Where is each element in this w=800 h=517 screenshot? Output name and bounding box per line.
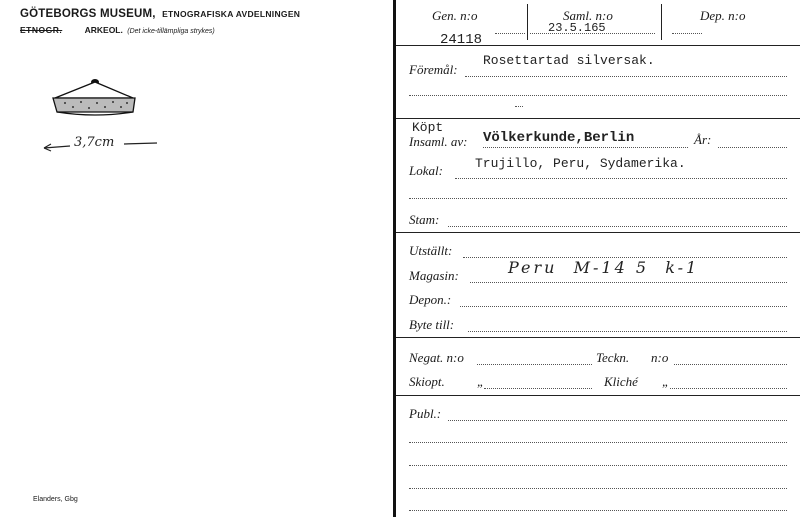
negat-label: Negat. n:o [409,350,464,365]
klische-ditto: „ [662,374,670,389]
publ-dots [448,420,787,421]
rule-header [396,45,800,46]
category-line [20,25,215,35]
header-divider-2 [661,4,662,40]
foremal-dots-2 [409,95,787,96]
publ-dots-3 [409,465,787,466]
insaml-label: Insaml. av: [409,134,468,149]
magasin-value: Peru M-14 5 k-1 [508,258,700,277]
insaml-value: Völkerkunde,Berlin [483,130,635,146]
museum-name: GÖTEBORGS MUSEUM, ETNOGRAFISKA AVDELNINGEN [20,8,301,20]
dep-label: Dep. n:o [700,8,746,23]
lokal-label: Lokal: [409,163,443,178]
kopt-value: Köpt [412,120,444,135]
ar-dots [718,147,787,148]
rule-stam [396,232,800,233]
rule-byte [396,337,800,338]
saml-label: Saml. n:o [563,8,613,23]
object-sketch [45,72,145,124]
depon-dots [460,306,787,307]
foremal-dots [465,76,787,77]
arkeol-category: ARKEOL. [84,25,123,35]
dep-dots [672,33,702,34]
strike-note: (Det icke-tillämpliga strykes) [127,28,215,35]
rule-skiopt [396,395,800,396]
teckn-label: Teckn. [596,350,630,365]
gen-label: Gen. n:o [432,8,478,23]
gen-dots [495,33,525,34]
header-divider-1 [527,4,528,40]
magasin-label: Magasin: [409,268,459,283]
measure-label: 3,7cm [74,135,115,150]
publ-label: Publ.: [409,406,442,421]
publ-dots-5 [409,510,787,511]
foremal-label: Föremål: [409,62,458,77]
lokal-dots-2 [409,198,787,199]
teckn-dots [674,364,787,365]
printer-credit: Elanders, Gbg [33,496,78,503]
saml-dots [530,33,655,34]
teckn-no: n:o [651,350,669,365]
klische-dots [670,388,787,389]
depon-label: Depon.: [409,292,452,307]
skiopt-ditto: „ [477,374,485,389]
saml-value: 23.5.165 [548,21,606,35]
foremal-mark [515,106,523,107]
gen-value: 24118 [440,32,483,48]
foremal-value: Rosettartad silversak. [483,53,655,68]
publ-dots-2 [409,442,787,443]
klische-label: Kliché [604,374,638,389]
rule-foremal [396,118,800,119]
skiopt-dots [484,388,592,389]
card-fold-line [393,0,396,517]
lokal-value: Trujillo, Peru, Sydamerika. [475,156,686,171]
skiopt-label: Skiopt. [409,374,445,389]
byte-dots [468,331,787,332]
ar-label: År: [694,132,712,147]
struck-category: ETNOGR. [20,25,63,35]
magasin-dots [470,282,787,283]
negat-dots [477,364,592,365]
stam-dots [448,226,787,227]
byte-label: Byte till: [409,317,455,332]
stam-label: Stam: [409,212,440,227]
lokal-dots [455,178,787,179]
publ-dots-4 [409,488,787,489]
insaml-dots [483,147,688,148]
utstallt-label: Utställt: [409,243,453,258]
department-name: ETNOGRAFISKA AVDELNINGEN [162,9,301,19]
